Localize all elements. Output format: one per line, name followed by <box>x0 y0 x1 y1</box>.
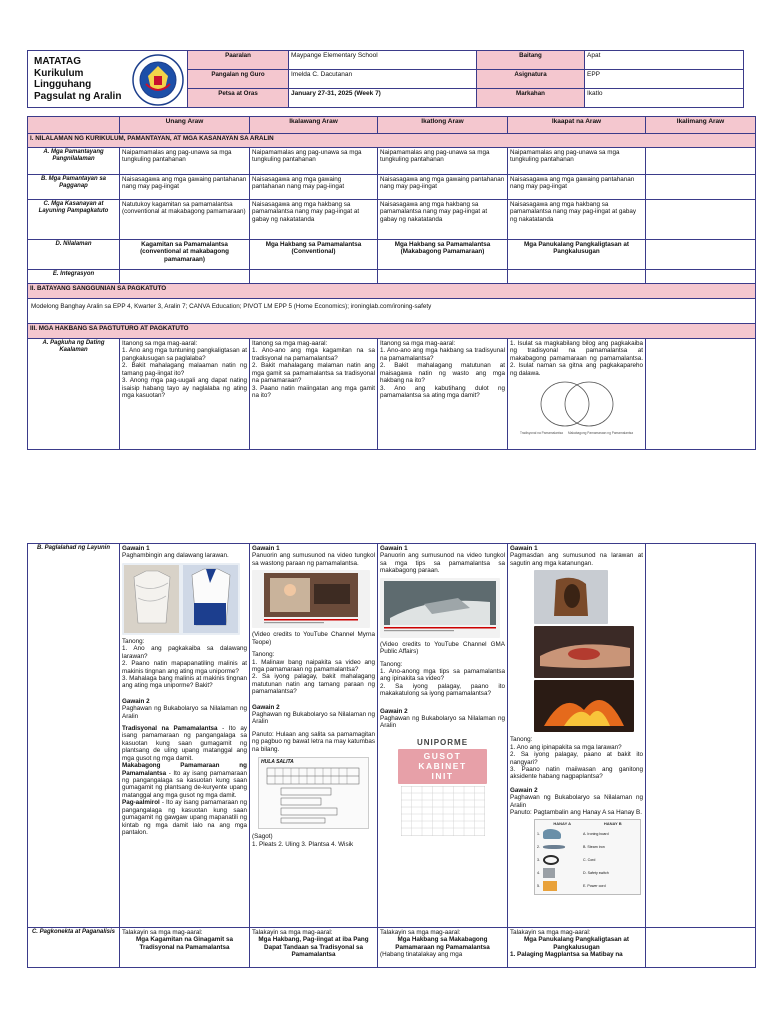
cell-c-5 <box>646 200 756 240</box>
c3-intro: Talakayin sa mga mag-aaral: <box>380 929 461 936</box>
switch-icon <box>543 868 555 878</box>
b4-intro: Pagmasdan ang sumusunod na larawan at sagutin ang mga katanungan. <box>510 552 643 567</box>
cell-b-3: Naisasagawa ang mga gawaing pantahanan nang may pag-iingat <box>378 175 508 200</box>
b4-panuto: Panuto: Pagtambalin ang Hanay A sa Hanay B. <box>510 809 642 817</box>
section-1-title: I. NILALAMAN NG KURIKULUM, PAMANTAYAN, AT MGA KASANAYAN SA ARALIN <box>28 134 756 148</box>
b4-q2: 2. Sa iyong palagay, paano at bakit ito nangyari? <box>510 751 643 766</box>
day-header-2: Ikalawang Araw <box>250 117 378 134</box>
hanay-b-2: B. Steam iron <box>583 844 605 849</box>
b4-q1: 1. Ano ang ipinapakita sa mga larawan? <box>510 743 622 751</box>
gawain1-day3: Gawain 1 <box>380 545 408 552</box>
cell-pagkonekta-1 <box>120 928 250 968</box>
markahan-label: Markahan <box>477 89 585 108</box>
word-puzzle <box>384 738 501 836</box>
burn-photo-1 <box>534 570 608 624</box>
b3-credit: (Video credits to YouTube Channel GMA Public Affairs) <box>380 640 505 656</box>
row-label-pagkonekta: C. Pagkonekta at Paganalisis <box>28 928 120 968</box>
c1-intro: Talakayin sa mga mag-aaral: <box>122 929 203 936</box>
cell-e-1 <box>120 270 250 284</box>
cell-c-1: Natutukoy kagamitan sa pamamalantsa (conventional at makabagong pamamaraan) <box>120 200 250 240</box>
b3-q1: 1. Ano-anong mga tips sa pamamalantsa ang ipinakita sa video? <box>380 667 505 683</box>
cell-a-4: Naipamamalas ang pag-unawa sa mga tungkuling pantahanan <box>508 148 646 175</box>
pagkuha-2-intro: Itanong sa mga mag-aaral: <box>252 340 328 347</box>
cell-paglalahad-4 <box>508 544 646 928</box>
row-label-d: D. Nilalaman <box>28 240 120 270</box>
c2-intro: Talakayin sa mga mag-aaral: <box>252 929 333 936</box>
pagkuha-3-q2: 2. Bakit mahalagang matutunan at maisagawa natin ng wasto ang mga hakbang na ito? <box>380 362 505 385</box>
cell-pagkuha-1 <box>120 339 250 450</box>
cell-paglalahad-2 <box>250 544 378 928</box>
b2-sagot: (Sagot) <box>252 833 273 841</box>
b4-q3: 3. Paano natin maiiwasan ang ganitong aksidente habang nagpaplantsa? <box>510 765 643 781</box>
cord-icon <box>543 855 559 865</box>
pagkuha-3-q3: 3. Ano ang kabutihang dulot ng pamamalantsa sa ating mga damit? <box>380 384 505 399</box>
hanay-b-1: A. Ironing board <box>583 831 609 836</box>
hanay-num-1: 1. <box>537 831 540 836</box>
b1-term2-def: - Ito ay isang pamamaraan ng pangangalaga sa kasuotan kung saan gumagamit ng plantsang de-kuryente upang matanggal ang mga gusot ng mga damit. <box>122 769 248 799</box>
b1-term2-word: Makabagong Pamamaraan ng Pamamalantsa <box>122 762 247 777</box>
burn-photo-3 <box>534 680 634 732</box>
hanay-b-5: E. Power cord <box>583 883 606 888</box>
venn-left-label: Tradisyonal na Pamamalantsa <box>520 431 563 436</box>
baitang-label: Baitang <box>477 51 585 70</box>
b1-intro: Paghambingin ang dalawang larawan. <box>122 552 229 560</box>
paaralan-value: Maypange Elementary School <box>289 51 477 70</box>
guro-value: Imelda C. Dacutanan <box>289 70 477 89</box>
pagkuha-1-intro: Itanong sa mga mag-aaral: <box>122 340 198 347</box>
b2-tanong: Tanong: <box>252 651 275 659</box>
cell-d-3: Mga Hakbang sa Pamamalantsa (Makabagong Pamamaraan) <box>378 240 508 270</box>
b2-sagot-list: 1. Pleats 2. Uling 3. Plantsa 4. Wisik <box>252 840 354 848</box>
cell-pagkonekta-4 <box>508 928 646 968</box>
word-init: INIT <box>431 771 454 782</box>
page-1 <box>0 46 768 468</box>
b2-q2: 2. Sa iyong palagay, bakit mahalagang matutunan natin ang tamang paraan ng pamamalantsa? <box>252 673 375 696</box>
pagkuha-1-q3: 3. Anong mga pag-uugali ang dapat nating isaisip habang tayo ay naglalaba ng ating mga kasuotan? <box>122 377 247 399</box>
cell-b-2: Naisasagawa ang mga gawaing pantahanan nang may pag-iingat <box>250 175 378 200</box>
row-label-paglalahad: B. Paglalahad ng Layunin <box>28 544 120 928</box>
petsa-label: Petsa at Oras <box>188 89 289 108</box>
pagkuha-2-q2: 2. Bakit mahalagang malaman natin ang mga gamit sa pamamalantsa sa tradisyonal na pamamaraan? <box>252 362 375 385</box>
page-title: MATATAG Kurikulum Lingguhang Pagsulat ng Aralin <box>34 56 122 102</box>
c4-note: 1. Palaging Magplantsa sa Matibay na <box>510 951 623 959</box>
day-header-1: Unang Araw <box>120 117 250 134</box>
b1-term3 <box>122 799 247 836</box>
cell-paglalahad-5 <box>646 544 756 928</box>
video-thumbnail-1[interactable] <box>252 570 370 628</box>
cell-b-4: Naisasagawa ang mga gawaing pantahanan nang may pag-iingat <box>508 175 646 200</box>
venn-right-label: Makabagong Pamamaraan ng Pamamalantsa <box>567 431 633 436</box>
c2-topic: Mga Hakbang, Pag-iingat at iba Pang Dapat Tandaan sa Tradisyonal sa Pamamalantsa <box>258 936 369 959</box>
row-label-pagkuha: A. Pagkuha ng Dating Kaalaman <box>28 339 120 450</box>
cell-pagkuha-2 <box>250 339 378 450</box>
baitang-value: Apat <box>585 51 744 70</box>
cell-c-3: Naisasagawa ang mga hakbang sa pamamalantsa nang may pag-iingat at gabay ng nakatatanda <box>378 200 508 240</box>
hula-salita-puzzle <box>258 757 369 829</box>
c3-topic: Mga Hakbang sa Makabagong Pamamaraan ng Pamamalantsa <box>395 936 490 951</box>
b4-tanong: Tanong: <box>510 736 533 744</box>
cell-a-3: Naipamamalas ang pag-unawa sa mga tungkuling pantahanan <box>378 148 508 175</box>
venn-diagram <box>517 380 637 432</box>
cell-pagkonekta-2 <box>250 928 378 968</box>
word-search-grid <box>401 786 485 836</box>
row-label-b: B. Mga Pamantayan sa Pagganap <box>28 175 120 200</box>
lesson-table-1 <box>27 116 756 450</box>
b1-q2: 2. Paano natin mapapanatiling malinis at makinis tingnan ang ating mga uniporme? <box>122 660 247 675</box>
petsa-value: January 27-31, 2025 (Week 7) <box>289 89 477 108</box>
cell-pagkuha-5 <box>646 339 756 450</box>
cell-e-5 <box>646 270 756 284</box>
paaralan-label: Paaralan <box>188 51 289 70</box>
word-banner <box>398 749 487 784</box>
lesson-table-2 <box>27 543 756 968</box>
pagkuha-1-q2: 2. Bakit mahalagang malaaman natin ng tamang pag-iingat ito? <box>122 362 247 377</box>
b1-g2: Paghawan ng Bukabolaryo sa Nilalaman ng Aralin <box>122 705 247 720</box>
gawain1-day1: Gawain 1 <box>122 545 150 552</box>
cell-e-3 <box>378 270 508 284</box>
c4-intro: Talakayin sa mga mag-aaral: <box>510 929 591 936</box>
cell-pagkuha-4 <box>508 339 646 450</box>
pagkuha-4-text: 1. Isulat sa magkabilang bilog ang pagkakaiba ng tradisyonal na pamamalantsa at makabagong pamamaraan ng pamamalantsa. 2. Isulat naman sa gitna ang pagkakapareho ng dalawa. <box>510 340 643 377</box>
hanay-num-5: 5. <box>537 883 540 888</box>
cell-c-2: Naisasagawa ang mga hakbang sa pamamalantsa nang may pag-iingat at gabay ng nakatatanda <box>250 200 378 240</box>
video-thumbnail-2[interactable] <box>380 578 500 638</box>
hanay-b-label: HANAY B <box>603 821 622 827</box>
gawain2-day3: Gawain 2 <box>380 707 408 715</box>
cell-paglalahad-3 <box>378 544 508 928</box>
steam-iron-icon <box>543 829 561 839</box>
plug-icon <box>543 881 557 891</box>
c4-topic: Mga Panukalang Pangkaligtasan at Pangkalusugan <box>524 936 629 951</box>
gawain2-day1: Gawain 2 <box>122 697 150 705</box>
markahan-value: Ikatlo <box>585 89 744 108</box>
gawain1-day2: Gawain 1 <box>252 545 280 552</box>
cell-b-1: Naisasagawa ang mga gawaing pantahanan nang may pag-iingat <box>120 175 250 200</box>
cell-d-1: Kagamitan sa Pamamalantsa (conventional at makabagong pamamaraan) <box>120 240 250 270</box>
b3-tanong: Tanong: <box>380 660 403 668</box>
pagkuha-3-q1: 1. Ano-ano ang mga hakbang sa tradisyunal na pamamalantsa? <box>380 347 505 362</box>
b1-tanong: Tanong: <box>122 637 145 645</box>
cell-b-5 <box>646 175 756 200</box>
pagkuha-2-q3: 3. Paano natin maiingatan ang mga gamit na ito? <box>252 384 375 399</box>
row-label-c: C. Mga Kasanayan at Layuning Pampagkatuto <box>28 200 120 240</box>
cell-c-4: Naisasagawa ang mga hakbang sa pamamalantsa nang may pag-iingat at gabay ng nakatatanda <box>508 200 646 240</box>
section-2-text: Modelong Banghay Aralin sa EPP 4, Kwarter 3, Aralin 7; CANVA Education; PIVOT LM EPP 5 (Home Economics); ironinglab.com/ironing-safety <box>28 299 756 324</box>
cell-d-2: Mga Hakbang sa Pamamalantsa (Conventional) <box>250 240 378 270</box>
header-table <box>27 50 744 108</box>
b2-panuto: Panuto: Hulaan ang salita sa pamamagitan ng pagbuo ng bawat letra na may katumbas na bilang. <box>252 730 375 753</box>
b2-credit: (Video credits to YouTube Channel Myrna Teope) <box>252 631 375 646</box>
row-label-a: A. Mga Pamantayang Pangnilalaman <box>28 148 120 175</box>
gawain2-day4: Gawain 2 <box>510 786 538 794</box>
b2-g2: Paghawan ng Bukabolaryo sa Nilalaman ng Aralin <box>252 711 375 726</box>
ironing-board-icon <box>543 845 565 849</box>
b1-term3-def: - Ito ay isang pamamaraan ng pangangalaga ng kasuotan kung saan gumagamit ng gawgaw upang mapanatili ng kintab ng mga damit lalo na ang mga pantalon. <box>122 799 248 836</box>
gawain2-day2: Gawain 2 <box>252 703 280 711</box>
b3-g2: Paghawan ng Bukabolaryo sa Nilalaman ng Aralin <box>380 715 505 730</box>
cell-e-2 <box>250 270 378 284</box>
uniform-photos <box>122 563 240 635</box>
hanay-a-label: HANAY A <box>553 821 572 827</box>
b1-q1: 1. Ano ang pagkakaiba sa dalawang larawan? <box>122 645 247 660</box>
b2-intro: Panuorin ang sumusunod na video tungkol sa wastong paraan ng pamamalantsa. <box>252 552 375 567</box>
burn-photo-2 <box>534 626 634 678</box>
section-2-title: II. BATAYANG SANGGUNIAN SA PAGKATUTO <box>28 284 756 299</box>
cell-a-5 <box>646 148 756 175</box>
b1-term1-word: Tradisyonal na Pamamalantsa <box>122 725 218 733</box>
pagkuha-3-intro: Itanong sa mga mag-aaral: <box>380 340 456 347</box>
day-header-4: Ikaapat na Araw <box>508 117 646 134</box>
b1-term1 <box>122 725 247 762</box>
cell-a-2: Naipamamalas ang pag-unawa sa mga tungkuling pantahanan <box>250 148 378 175</box>
pagkuha-2-q1: 1. Ano-ano ang mga kagamitan na sa tradisyonal na pamamalantsa? <box>252 347 375 362</box>
title-cell <box>28 51 188 108</box>
hanay-matching <box>534 819 641 895</box>
cell-e-4 <box>508 270 646 284</box>
word-uniporme: UNIPORME <box>416 737 469 747</box>
day-header-5: Ikalimang Araw <box>646 117 756 134</box>
c3-note: (Habang tinatalakay ang mga <box>380 951 463 959</box>
cell-pagkonekta-5 <box>646 928 756 968</box>
hanay-num-3: 3. <box>537 857 540 862</box>
hanay-num-2: 2. <box>537 844 540 849</box>
b1-q3: 3. Mahalaga bang malinis at makinis tingnan ang ating mga uniporme? Bakit? <box>122 674 247 690</box>
b1-term2 <box>122 762 247 799</box>
b1-term1-def: - Ito ay isang pamamaraan ng pangangalaga sa kasuotan kung saan gumagamit ng plantsang de uling upang matanggal ang mga gusot ng mga damit. <box>122 725 248 762</box>
cell-pagkonekta-3 <box>378 928 508 968</box>
day-header-3: Ikatlong Araw <box>378 117 508 134</box>
deped-seal-logo <box>132 54 184 106</box>
b4-g2: Paghawan ng Bukabolaryo sa Nilalaman ng Aralin <box>510 794 643 809</box>
hanay-b-3: C. Cord <box>583 857 596 862</box>
b2-q1: 1. Malinaw bang naipakita sa video ang mga pamamaraan ng pamamalantsa? <box>252 658 375 673</box>
hanay-num-4: 4. <box>537 870 540 875</box>
c1-topic: Mga Kagamitan na Ginagamit sa Tradisyonal na Pamamalantsa <box>136 936 233 951</box>
cell-pagkuha-3 <box>378 339 508 450</box>
hula-salita-title: HULA SALITA <box>261 759 294 766</box>
asignatura-value: EPP <box>585 70 744 89</box>
row-label-e: E. Integrasyon <box>28 270 120 284</box>
b3-q2: 2. Sa iyong palagay, paano ito makakatulong sa iyong pamamalantsa? <box>380 682 505 698</box>
b3-intro: Panuorin ang sumusunod na video tungkol sa mga tips sa pamamalantsa sa makabagong paraan. <box>380 552 505 575</box>
word-gusot: GUSOT <box>423 751 462 762</box>
page-2 <box>0 538 768 1024</box>
cell-d-5 <box>646 240 756 270</box>
cell-d-4: Mga Panukalang Pangkaligtasan at Pangkalusugan <box>508 240 646 270</box>
asignatura-label: Asignatura <box>477 70 585 89</box>
hanay-b-4: D. Safety switch <box>583 870 609 875</box>
guro-label: Pangalan ng Guro <box>188 70 289 89</box>
gawain1-day4: Gawain 1 <box>510 545 538 552</box>
corner-cell <box>28 117 120 134</box>
section-3-title: III. MGA HAKBANG SA PAGTUTURO AT PAGKATUTO <box>28 324 756 339</box>
cell-paglalahad-1 <box>120 544 250 928</box>
cell-a-1: Naipamamalas ang pag-unawa sa mga tungkuling pantahanan <box>120 148 250 175</box>
pagkuha-1-q1: 1. Ano ang mga tuntuning pangkaligtasan at pangkalusugan sa paglalaba? <box>122 347 247 362</box>
number-letter-grid <box>261 766 365 824</box>
b1-term3-word: Pag-aalmirol <box>122 799 160 807</box>
word-kabinet: KABINET <box>418 761 467 772</box>
